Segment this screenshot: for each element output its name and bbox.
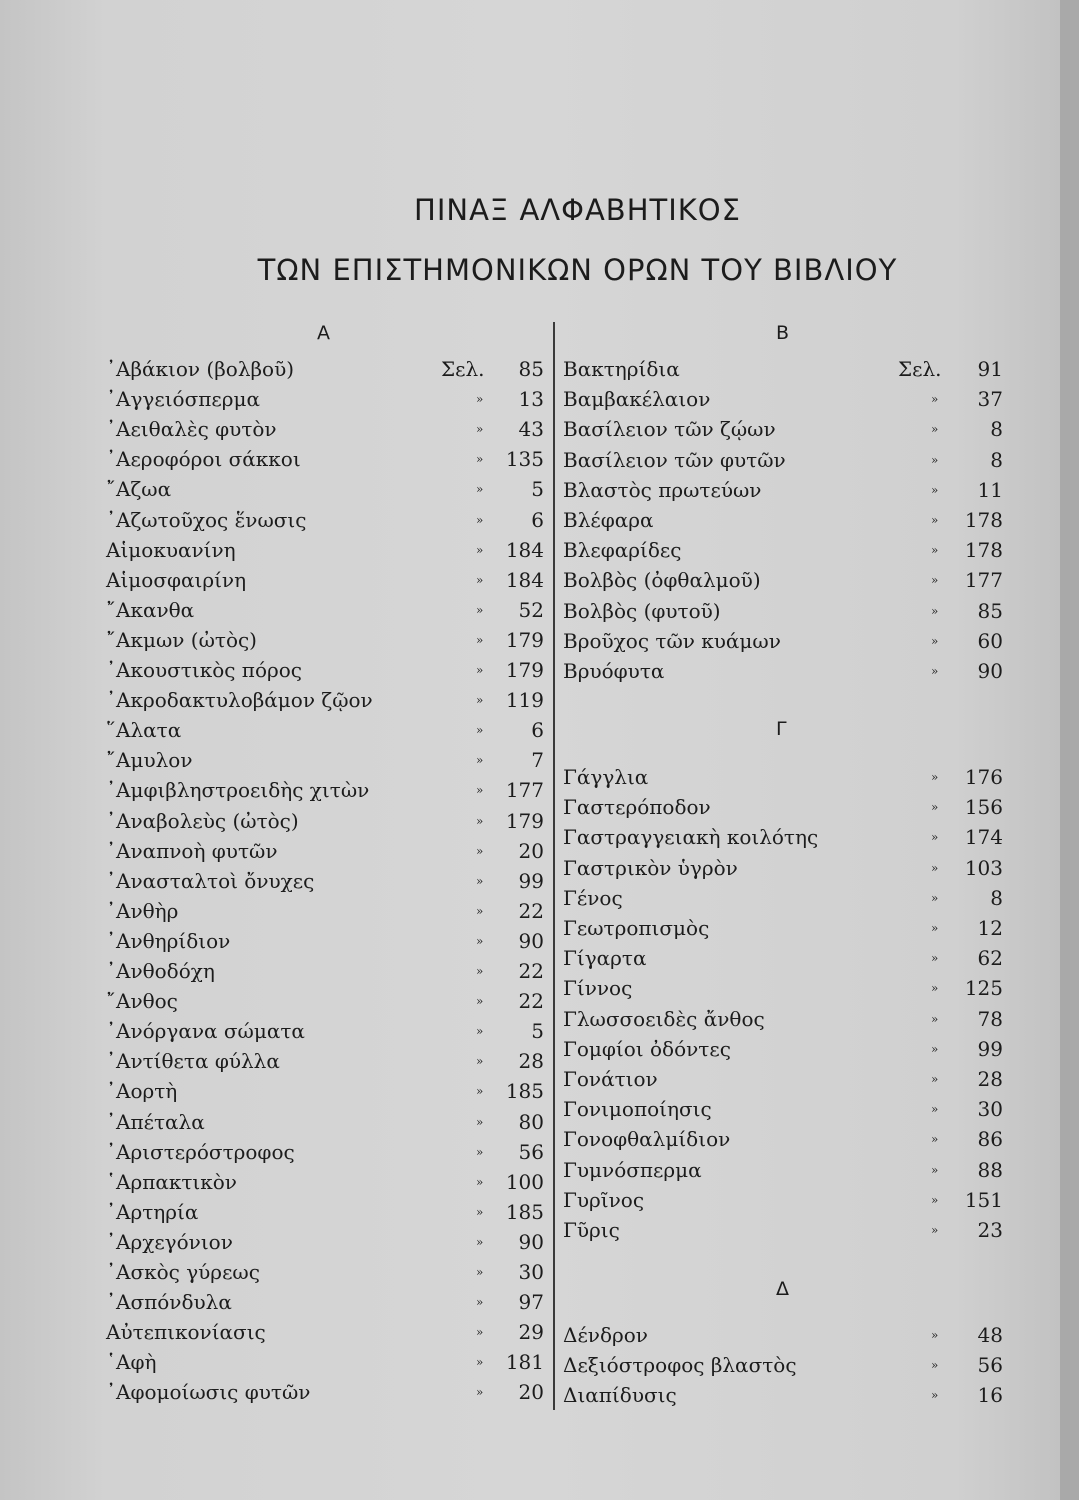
index-entry: [563, 822, 1003, 852]
ditto-mark: »: [476, 903, 484, 918]
index-entry: [563, 1380, 1003, 1410]
entry-term: ῞Αλατα: [106, 718, 182, 743]
entry-term: Αἱμοσφαιρίνη: [106, 567, 247, 592]
index-entry: [563, 792, 1003, 822]
entry-page-number: 52: [518, 597, 544, 622]
entry-page-number: 178: [964, 508, 1003, 532]
entry-term: ᾽Αγγειόσπερμα: [106, 387, 261, 412]
page-title: ΠΙΝΑΞ ΑΛΦΑΒΗΤΙΚΟΣ: [414, 193, 741, 227]
entry-page-number: 23: [977, 1218, 1003, 1242]
index-entry: [563, 1155, 1003, 1185]
index-entry: [106, 715, 544, 745]
index-entry: [563, 913, 1003, 943]
ditto-mark: »: [476, 873, 484, 888]
entry-page-number: 8: [990, 447, 1003, 472]
ditto-mark: »: [931, 392, 939, 407]
entry-page-number: 8: [990, 417, 1003, 442]
ditto-mark: »: [931, 1328, 939, 1342]
ditto-mark: »: [476, 392, 484, 407]
entry-term: Διαπίδυσις: [563, 1383, 677, 1408]
ditto-mark: »: [931, 1358, 939, 1373]
entry-term: Γεωτροπισμὸς: [563, 916, 710, 940]
ditto-mark: »: [476, 663, 484, 677]
entry-page-number: 80: [518, 1109, 544, 1134]
index-entry: [106, 535, 544, 565]
index-entry: [563, 1004, 1003, 1034]
index-entry: [563, 1124, 1003, 1154]
index-entry: [106, 1016, 544, 1046]
entry-page-number: 86: [977, 1127, 1003, 1152]
entry-page-number: 85: [977, 598, 1003, 623]
entry-page-number: 119: [505, 688, 544, 713]
entry-page-number: 43: [518, 417, 544, 442]
ditto-mark: »: [476, 1234, 484, 1249]
entry-term: Γαστραγγειακὴ κοιλότης: [563, 825, 819, 850]
index-entry: [106, 474, 544, 504]
ditto-mark: »: [931, 1102, 939, 1117]
entry-page-number: 176: [964, 765, 1003, 789]
entry-term: Βαμβακέλαιον: [563, 387, 711, 412]
entry-page-number: 7: [531, 748, 544, 773]
entry-page-number: 103: [964, 855, 1003, 880]
entry-page-number: 11: [977, 477, 1003, 502]
index-entry: [563, 762, 1003, 792]
ditto-mark: »: [476, 1114, 484, 1129]
entry-term: ᾽Ασκὸς γύρεως: [106, 1260, 260, 1284]
entry-page-number: 151: [964, 1187, 1003, 1212]
entry-page-number: 20: [518, 1380, 544, 1405]
entry-term: Γονοφθαλμίδιον: [563, 1127, 731, 1152]
entry-page-number: 85: [518, 357, 544, 381]
entry-page-number: 135: [505, 447, 544, 472]
index-entry: [563, 973, 1003, 1003]
entry-term: ᾽Ανασταλτοὶ ὄνυχες: [106, 868, 315, 893]
entry-page-number: 99: [518, 868, 544, 893]
entry-page-number: 90: [977, 659, 1003, 683]
entry-page-number: 22: [518, 959, 544, 983]
index-entry: [106, 625, 544, 655]
entry-page-number: 6: [531, 507, 544, 532]
ditto-mark: »: [931, 513, 939, 527]
ditto-mark: »: [476, 1265, 484, 1279]
index-entry: [106, 775, 544, 805]
index-entry: [563, 626, 1003, 656]
entry-page-number: 185: [505, 1199, 544, 1224]
entry-term: Γυρῖνος: [563, 1187, 645, 1212]
index-entry: [106, 1317, 544, 1347]
ditto-mark: »: [931, 452, 939, 467]
ditto-mark: »: [931, 830, 939, 845]
entry-page-number: 56: [977, 1353, 1003, 1378]
entry-page-number: 20: [518, 838, 544, 863]
entry-page-number: 5: [531, 477, 544, 502]
entry-page-number: 13: [518, 387, 544, 412]
entry-term: ᾽Αορτὴ: [106, 1079, 178, 1104]
ditto-mark: »: [476, 632, 484, 647]
entry-term: ῾Αρπακτικὸν: [106, 1169, 237, 1194]
ditto-mark: »: [476, 602, 484, 617]
entry-page-number: 181: [505, 1350, 544, 1375]
ditto-mark: »: [476, 1385, 484, 1400]
entry-term: Γῦρις: [563, 1218, 620, 1242]
entry-term: ᾽Ανόργανα σώματα: [106, 1019, 305, 1044]
index-entry: [106, 354, 544, 384]
ditto-mark: »: [476, 994, 484, 1009]
ditto-mark: »: [931, 860, 939, 875]
ditto-mark: »: [476, 452, 484, 467]
index-entry: [106, 1257, 544, 1287]
entry-page-number: 28: [518, 1049, 544, 1074]
index-entry: [106, 1167, 544, 1197]
entry-term: Δένδρον: [563, 1323, 648, 1347]
ditto-mark: »: [931, 1011, 939, 1026]
entry-term: ῾Αφὴ: [106, 1350, 157, 1375]
entry-page-number: 78: [977, 1006, 1003, 1031]
index-entry: [563, 1185, 1003, 1215]
entry-term: ῎Αζωα: [106, 477, 172, 502]
entry-term: Γλωσσοειδὲς ἄνθος: [563, 1006, 765, 1031]
entry-page-number: 30: [977, 1097, 1003, 1122]
ditto-mark: »: [476, 1144, 484, 1159]
entry-page-number: 177: [964, 568, 1003, 593]
entry-page-number: 174: [964, 825, 1003, 850]
index-entry: [106, 1137, 544, 1167]
entry-term: ᾽Αριστερόστροφος: [106, 1139, 295, 1164]
entry-page-number: 179: [505, 658, 544, 682]
entry-term: Βροῦχος τῶν κυάμων: [563, 628, 781, 653]
ditto-mark: »: [476, 482, 484, 497]
ditto-mark: »: [931, 951, 939, 966]
ditto-mark: »: [476, 572, 484, 587]
index-entry: [106, 1076, 544, 1106]
entry-page-number: 184: [505, 567, 544, 592]
ditto-mark: »: [476, 1084, 484, 1099]
entry-term: Γαστερόποδον: [563, 795, 711, 820]
ditto-mark: »: [931, 482, 939, 497]
index-entry: [563, 883, 1003, 913]
entry-term: Δεξιόστροφος βλαστὸς: [563, 1353, 797, 1378]
ditto-mark: »: [476, 1054, 484, 1069]
index-entry: [106, 926, 544, 956]
entry-page-number: 29: [518, 1320, 544, 1345]
ditto-mark: »: [931, 921, 939, 935]
entry-page-number: 91: [977, 357, 1003, 381]
entry-term: Βασίλειον τῶν ζῴων: [563, 417, 776, 442]
entry-term: ᾽Αναβολεὺς (ὠτὸς): [106, 808, 299, 833]
index-entry: [106, 444, 544, 474]
ditto-mark: »: [931, 890, 939, 905]
entry-term: Γάγγλια: [563, 765, 649, 789]
index-entry: [106, 1197, 544, 1227]
entry-term: Βρυόφυτα: [563, 659, 665, 683]
entry-page-number: 125: [964, 976, 1003, 1001]
index-entry: [563, 1094, 1003, 1124]
index-entry: [106, 1227, 544, 1257]
entry-page-number: 90: [518, 928, 544, 953]
index-entry: [106, 836, 544, 866]
entry-term: Βλεφαρίδες: [563, 538, 682, 563]
index-entry: [106, 956, 544, 986]
ditto-mark: »: [931, 1223, 939, 1237]
entry-term: Αἱμοκυανίνη: [106, 537, 236, 562]
entry-page-number: 100: [505, 1169, 544, 1194]
ditto-mark: »: [476, 933, 484, 948]
entry-term: ᾽Αβάκιον (βολβοῦ): [106, 357, 295, 381]
entry-term: ᾽Ασπόνδυλα: [106, 1290, 232, 1315]
ditto-mark: »: [931, 603, 939, 618]
index-entry: [106, 745, 544, 775]
index-entry: [106, 986, 544, 1016]
ditto-mark: »: [931, 422, 939, 437]
ditto-mark: »: [931, 1132, 939, 1147]
ditto-mark: »: [931, 633, 939, 648]
index-entry: [563, 943, 1003, 973]
entry-page-number: 88: [977, 1157, 1003, 1182]
index-entry: [563, 1215, 1003, 1245]
entry-term: Γαστρικὸν ὑγρὸν: [563, 855, 738, 880]
ditto-mark: »: [476, 542, 484, 557]
ditto-mark: »: [476, 1024, 484, 1039]
entry-page-number: 30: [518, 1260, 544, 1284]
index-entry: [563, 1064, 1003, 1094]
entry-term: ᾽Ανθὴρ: [106, 898, 179, 923]
ditto-mark: »: [476, 693, 484, 708]
entry-term: Γομφίοι ὀδόντες: [563, 1036, 731, 1061]
ditto-mark: »: [476, 723, 484, 738]
ditto-mark: »: [476, 1204, 484, 1219]
index-entry: [563, 535, 1003, 565]
entry-page-number: 37: [977, 387, 1003, 412]
entry-term: ᾽Αειθαλὲς φυτὸν: [106, 417, 277, 442]
entry-page-number: 97: [518, 1290, 544, 1315]
entry-page-number: 184: [505, 537, 544, 562]
entry-term: Βακτηρίδια: [563, 357, 680, 381]
index-entry: [563, 565, 1003, 595]
ditto-mark: »: [931, 1041, 939, 1056]
index-entry: [563, 475, 1003, 505]
index-entry: [106, 384, 544, 414]
index-entry: [563, 384, 1003, 414]
index-entry: [106, 806, 544, 836]
section-letter-alpha: Α: [317, 322, 330, 344]
page-abbrev: Σελ.: [441, 357, 485, 381]
section-letter-delta: Δ: [776, 1278, 789, 1300]
index-entry: [106, 595, 544, 625]
entry-term: ᾽Ανθοδόχη: [106, 959, 215, 983]
index-entry: [106, 1377, 544, 1407]
index-entry: [563, 596, 1003, 626]
entry-term: ῎Ακμων (ὠτὸς): [106, 627, 257, 652]
index-entry: [563, 1350, 1003, 1380]
ditto-mark: »: [476, 422, 484, 437]
index-entry: [563, 1034, 1003, 1064]
ditto-mark: »: [931, 1162, 939, 1177]
index-entry: [563, 445, 1003, 475]
entry-term: Γυμνόσπερμα: [563, 1157, 702, 1182]
ditto-mark: »: [476, 753, 484, 768]
entry-term: ᾽Αρχεγόνιον: [106, 1229, 233, 1254]
entry-term: Βασίλειον τῶν φυτῶν: [563, 447, 786, 472]
ditto-mark: »: [931, 664, 939, 678]
ditto-mark: »: [931, 573, 939, 588]
entry-term: ᾽Αναπνοὴ φυτῶν: [106, 838, 278, 863]
index-entry: [106, 866, 544, 896]
ditto-mark: »: [931, 770, 939, 784]
entry-term: ᾽Αεροφόροι σάκκοι: [106, 447, 301, 472]
entry-term: ῎Ακανθα: [106, 597, 195, 622]
entry-page-number: 28: [977, 1067, 1003, 1091]
index-entry: [106, 1347, 544, 1377]
ditto-mark: »: [476, 813, 484, 828]
entry-page-number: 99: [977, 1036, 1003, 1061]
index-entry: [106, 414, 544, 444]
entry-term: ᾽Αζωτοῦχος ἕνωσις: [106, 507, 307, 532]
entry-term: Γονιμοποίησις: [563, 1097, 712, 1122]
index-entry: [563, 414, 1003, 444]
section-letter-beta: Β: [776, 322, 790, 344]
entry-term: Γένος: [563, 885, 623, 910]
ditto-mark: »: [931, 543, 939, 558]
entry-page-number: 8: [990, 885, 1003, 910]
page-subtitle: ΤΩΝ ΕΠΙΣΤΗΜΟΝΙΚΩΝ ΟΡΩΝ ΤΟΥ ΒΙΒΛΙΟΥ: [257, 253, 898, 287]
entry-term: ῎Αμυλον: [106, 748, 193, 773]
index-entry: [563, 656, 1003, 686]
entry-term: Αὐτεπικονίασις: [106, 1320, 266, 1345]
entry-term: ᾽Αμφιβληστροειδὴς χιτὼν: [106, 778, 370, 803]
index-entry: [563, 1320, 1003, 1350]
entry-term: Γίγαρτα: [563, 946, 647, 971]
entry-term: Βολβὸς (ὀφθαλμοῦ): [563, 568, 761, 593]
entry-page-number: 12: [977, 916, 1003, 940]
entry-term: Βλαστὸς πρωτεύων: [563, 477, 762, 502]
page-abbrev: Σελ.: [898, 357, 942, 381]
ditto-mark: »: [476, 1174, 484, 1189]
entry-term: ᾽Αφομοίωσις φυτῶν: [106, 1380, 311, 1405]
index-entry: [563, 853, 1003, 883]
entry-term: ᾽Ακροδακτυλοβάμον ζῷον: [106, 688, 373, 713]
index-entry: [106, 685, 544, 715]
index-entry: [106, 1107, 544, 1137]
entry-term: Γίννος: [563, 976, 633, 1001]
index-entry: [563, 354, 1003, 384]
entry-page-number: 48: [977, 1323, 1003, 1347]
entry-term: Βολβὸς (φυτοῦ): [563, 598, 721, 623]
ditto-mark: »: [476, 1295, 484, 1310]
index-entry: [106, 1287, 544, 1317]
index-entry: [106, 655, 544, 685]
index-entry: [106, 896, 544, 926]
entry-term: ᾽Απέταλα: [106, 1109, 205, 1134]
index-entry: [106, 1046, 544, 1076]
ditto-mark: »: [931, 1192, 939, 1207]
index-entry: [106, 505, 544, 535]
entry-page-number: 22: [518, 989, 544, 1014]
entry-page-number: 6: [531, 718, 544, 743]
ditto-mark: »: [476, 1325, 484, 1340]
entry-page-number: 62: [977, 946, 1003, 971]
entry-term: ῎Ανθος: [106, 989, 178, 1014]
section-letter-gamma: Γ: [776, 718, 787, 740]
entry-page-number: 16: [977, 1383, 1003, 1408]
entry-page-number: 156: [964, 795, 1003, 820]
index-entry: [563, 505, 1003, 535]
entry-page-number: 185: [505, 1079, 544, 1104]
index-entry: [106, 565, 544, 595]
entry-page-number: 60: [977, 628, 1003, 653]
entry-page-number: 179: [505, 627, 544, 652]
ditto-mark: »: [476, 783, 484, 798]
entry-page-number: 56: [518, 1139, 544, 1164]
entry-term: ᾽Ακουστικὸς πόρος: [106, 658, 302, 682]
ditto-mark: »: [931, 1072, 939, 1086]
ditto-mark: »: [931, 1388, 939, 1403]
ditto-mark: »: [476, 843, 484, 858]
ditto-mark: »: [476, 964, 484, 978]
entry-page-number: 177: [505, 778, 544, 803]
entry-page-number: 179: [505, 808, 544, 833]
entry-term: ᾽Αρτηρία: [106, 1199, 199, 1224]
entry-term: ᾽Ανθηρίδιον: [106, 928, 231, 953]
entry-term: Γονάτιον: [563, 1067, 658, 1091]
column-divider: [553, 322, 555, 1410]
ditto-mark: »: [931, 800, 939, 815]
entry-page-number: 22: [518, 898, 544, 923]
entry-page-number: 90: [518, 1229, 544, 1254]
ditto-mark: »: [931, 981, 939, 996]
entry-term: Βλέφαρα: [563, 508, 654, 532]
entry-term: ᾽Αντίθετα φύλλα: [106, 1049, 280, 1074]
entry-page-number: 178: [964, 538, 1003, 563]
ditto-mark: »: [476, 512, 484, 527]
ditto-mark: »: [476, 1355, 484, 1370]
entry-page-number: 5: [531, 1019, 544, 1044]
